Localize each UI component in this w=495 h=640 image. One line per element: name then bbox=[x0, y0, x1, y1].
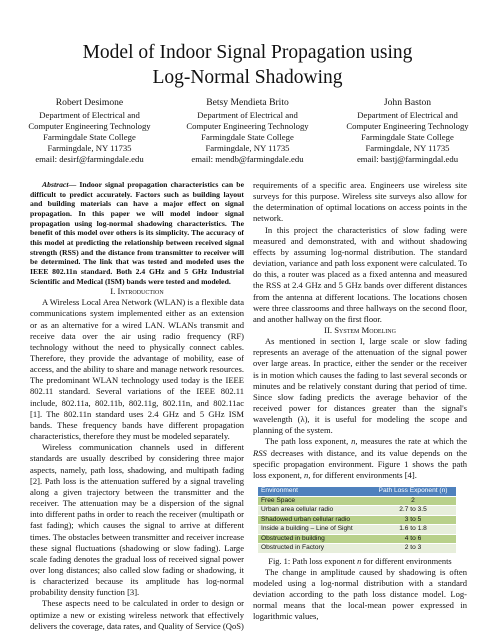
section-title: Introduction bbox=[117, 286, 164, 297]
caption-text: for different environments bbox=[361, 556, 452, 566]
author-city: Farmingdale, NY 11735 bbox=[47, 142, 132, 153]
author-dept-line-1: Department of Electrical and bbox=[357, 109, 458, 120]
table-cell-environment: Free Space bbox=[258, 496, 370, 506]
system-paragraph-1: As mentioned in section I, large scale or slow fading represents an average of the attenuation of the signal power over large areas. In practice, either the sender or the receiver is in motion which causes the fading to last several seconds or minutes and be relatively constant during that period of time. Since slow fading predicts the average behavior of the received power for distances greater than the signal's wavelength (λ), it is useful for modeling the scope and planning of the system. bbox=[253, 336, 467, 436]
author-org: Farmingdale State College bbox=[43, 131, 136, 142]
system-paragraph-3: The change in amplitude caused by shadowing is often modeled using a log-normal distribution with a standard deviation according to the path loss distance model. Log-normal means that the local-mean power expressed in logarithmic values, bbox=[253, 566, 467, 622]
section-number: I. bbox=[110, 286, 118, 297]
table-cell-exponent: 3 to 5 bbox=[370, 515, 456, 525]
author-1 bbox=[12, 97, 167, 165]
paper-title bbox=[0, 40, 495, 90]
table-cell-exponent: 2.7 to 3.5 bbox=[370, 506, 456, 516]
table-cell-exponent: 4 to 6 bbox=[370, 534, 456, 544]
figure-caption bbox=[253, 556, 467, 567]
table-cell-environment: Urban area cellular radio bbox=[258, 506, 370, 516]
math-n: n bbox=[357, 556, 362, 566]
table-cell-environment: Obstructed in Factory bbox=[258, 544, 370, 553]
author-dept-line-1: Department of Electrical and bbox=[39, 109, 140, 120]
caption-text: Fig. 1: Path loss exponent bbox=[268, 556, 358, 566]
abstract-label: Abstract bbox=[42, 180, 69, 189]
intro-paragraph-1: A Wireless Local Area Network (WLAN) is a flexible data communications system implemented either as an extension or as an alternative for a wired LAN. WLANs transmit and receive data over the air using radio frequency (RF) technology without the need to physically connect cables. Therefore, they provide the advantage of mobility, ease of access, and the ability to share and manage network resources. The predominant WLAN technology used today is the IEEE 802.11 standard. Several variations of the IEEE 802.11 include, 802.11a, 802.11b, 802.11g, 802.11n, and 802.11ac [1]. The 802.11n standard uses 2.4 GHz and 5 GHz ISM bands. These frequency bands have different propagation characteristics, therefore they must be modeled separately. bbox=[30, 297, 244, 442]
intro-paragraph-4: In this project the characteristics of slow fading were measured and demonstrated, with and without shadowing effects by assuming log-normal distribution. The standard deviation, variance and path loss exponent were calculated. To do this, a router was placed as a fixed antenna and measured the RSS at 2.4 GHz and 5 GHz bands over different distances from the antenna at different locations. The locations chosen were three classrooms and three hallways on the second floor, and another hallway on the first floor. bbox=[253, 224, 467, 324]
table-cell-environment: Obstructed in building bbox=[258, 534, 370, 544]
math-n: n bbox=[351, 436, 356, 447]
table-header-row bbox=[258, 487, 456, 496]
intro-paragraph-2: Wireless communication channels used in different standards are usually described by considering three major aspects, namely, path loss, shadowing, and multipath fading [2]. Path loss is the attenuation suffered by a signal traveling along a given trajectory between the transmitter and the receiver. The attenuation may be a dispersion of the signal into different paths in order to reach the receiver (multipath or fast fading); which causes the signal to arrive at different times. The obstacles between transmitter and receiver increase these signal fluctuations (shadowing or slow fading). Large scale fading denotes the gradual loss of received signal power over long distances; also called slow fading or shadowing, it is characterized because its amplitude has log-normal probability density function [3]. bbox=[30, 442, 244, 598]
table-cell-environment: Shadowed urban cellular radio bbox=[258, 515, 370, 525]
author-org: Farmingdale State College bbox=[201, 131, 294, 142]
author-city: Farmingdale, NY 11735 bbox=[205, 142, 290, 153]
text-run: , for different environments [4]. bbox=[308, 469, 417, 480]
section-number: II. bbox=[324, 325, 335, 336]
author-dept-line-2: Computer Engineering Technology bbox=[28, 120, 151, 131]
author-dept-line-2: Computer Engineering Technology bbox=[346, 120, 469, 131]
author-email: email: mendb@farmingdale.edu bbox=[191, 153, 304, 164]
table-cell-environment: Inside a building – Line of Sight bbox=[258, 525, 370, 535]
right-column bbox=[253, 180, 467, 622]
intro-continuation: requirements of a specific area. Engineers use wireless site surveys for this purpose. Wireless site surveys also allow for the determination of optimal locations on access points in the network. bbox=[253, 180, 467, 224]
section-heading-system-modeling bbox=[253, 325, 467, 336]
author-name: Betsy Mendieta Brito bbox=[206, 97, 289, 108]
title-line-1: Model of Indoor Signal Propagation using bbox=[82, 42, 413, 63]
table-row bbox=[258, 544, 456, 553]
math-rss: RSS bbox=[253, 447, 267, 458]
author-name: Robert Desimone bbox=[55, 97, 124, 108]
title-line-2: Log-Normal Shadowing bbox=[152, 67, 343, 88]
table-cell-exponent: 2 to 3 bbox=[370, 544, 456, 553]
author-email: email: desirf@farmingdale.edu bbox=[35, 153, 144, 164]
section-heading-introduction bbox=[30, 286, 244, 297]
author-2 bbox=[170, 97, 325, 165]
table-cell-exponent: 2 bbox=[370, 496, 456, 506]
text-run: , measures the rate at which the bbox=[355, 436, 467, 447]
table-row bbox=[258, 534, 456, 544]
author-name: John Baston bbox=[383, 97, 432, 108]
table-row bbox=[258, 506, 456, 516]
author-city: Farmingdale, NY 11735 bbox=[365, 142, 450, 153]
figure-1-table bbox=[258, 487, 456, 553]
text-run: The path loss exponent, bbox=[265, 436, 352, 447]
table-row bbox=[258, 525, 456, 535]
path-loss-table bbox=[258, 487, 456, 553]
column-header-exponent: Path Loss Exponent (n) bbox=[370, 487, 456, 496]
section-title: System Modeling bbox=[334, 325, 396, 336]
text-run: decreases with distance, and its value depends on the specific propagation environment. Figure 1 shows the path loss exponent, bbox=[253, 447, 467, 480]
author-org: Farmingdale State College bbox=[361, 131, 454, 142]
intro-paragraph-3: These aspects need to be calculated in order to design or optimize a new or existing wireless network that effectively delivers the coverage, data rates, and Quality of Service (QoS) bbox=[30, 598, 244, 631]
table-row bbox=[258, 515, 456, 525]
math-n: n bbox=[304, 469, 309, 480]
author-email: email: bastj@farmingdal.edu bbox=[356, 153, 459, 164]
table-cell-exponent: 1.6 to 1.8 bbox=[370, 525, 456, 535]
author-dept-line-2: Computer Engineering Technology bbox=[186, 120, 309, 131]
abstract bbox=[30, 180, 244, 286]
column-header-environment: Environment bbox=[258, 487, 370, 496]
author-3 bbox=[330, 97, 485, 165]
table-row bbox=[258, 496, 456, 506]
author-dept-line-1: Department of Electrical and bbox=[197, 109, 298, 120]
system-paragraph-2 bbox=[253, 436, 467, 481]
abstract-text: — Indoor signal propagation characteristics can be difficult to predict accurately. Factors such as building layout and building materials can have a major effect on signal propagation. In this paper we will model indoor signal propagation using log-normal shadowing characteristics. The benefit of this model over others is its simplicity. The accuracy of this model at predicting the relationship between received signal strength (RSS) and the distance from transmitter to receiver will be determined. The link that was tested and modeled uses the IEEE 802.11n standard. Both 2.4 GHz and 5 GHz Industrial Scientific and Medical (ISM) bands were tested and modeled. bbox=[30, 180, 244, 286]
left-column bbox=[30, 180, 244, 632]
